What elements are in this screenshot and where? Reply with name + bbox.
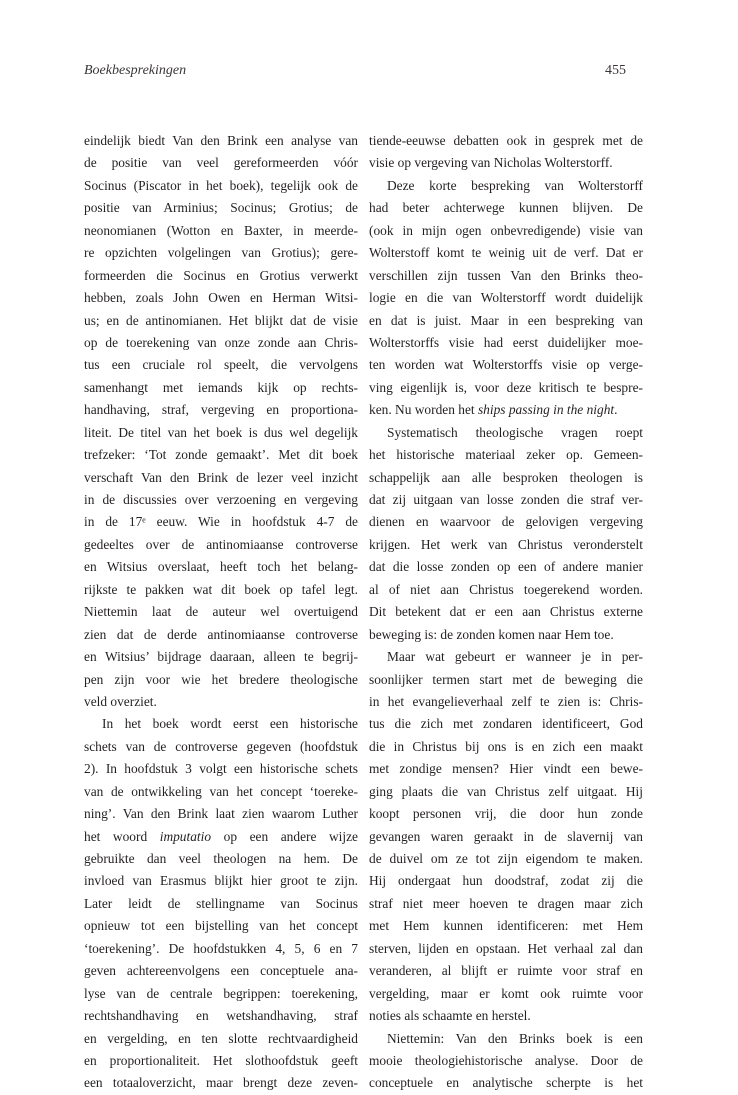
text-line: gebruikte dan veel theologen na hem. De [84, 851, 358, 866]
text-line: verschillen zijn tussen Van den Brinks theo- [369, 267, 643, 283]
text-line: tus die zich met zondaren identificeert, God [369, 716, 643, 732]
text-line: krijgen. Het werk van Christus veronderstelt [369, 536, 643, 552]
text-line: schets van de controverse gegeven (hoofdstuk [84, 738, 358, 754]
text-line: die in Christus bij ons is en zich een maakt [369, 738, 643, 754]
text-line: hebben, zoals John Owen en Herman Witsi- [84, 290, 358, 306]
text-line: een totaaloverzicht, maar brengt deze zeven- [84, 1075, 358, 1091]
text-line: conceptuele en analytische scherpte is het [369, 1075, 643, 1091]
text-line: dat die losse zonden op een of andere manier [369, 559, 643, 575]
text-line: Niettemin laat de auteur wel overtuigend [84, 604, 358, 620]
text-line: (ook in mijn ogen onbevredigende) visie van [369, 222, 643, 238]
text-line: rechtshandhaving en wetshandhaving, straf [84, 1008, 358, 1024]
text-line: Deze korte bespreking van Wolterstorff [387, 177, 643, 193]
text-line: ten worden wat Wolterstorffs visie op verge- [369, 357, 643, 373]
text-line: met Hem kunnen identificeren: met Hem [369, 918, 643, 934]
text-line: het historische materiaal zeker op. Gemeen- [369, 447, 643, 463]
text-line: ving eigenlijk is, voor deze kritisch te bespre- [369, 379, 643, 395]
text-line: formeerden die Socinus en Grotius verwerkt [84, 267, 358, 283]
text-line: al of niet aan Christus toegerekend worden. [369, 581, 643, 597]
text-line: Dit betekent dat er een aan Christus externe [369, 604, 643, 620]
text-line: Wolterstoff komt te weinig uit de verf. Dat er [369, 245, 643, 261]
text-line: positie van Arminius; Socinus; Grotius; de [84, 200, 358, 216]
text-line: us; en de antinomianen. Het blijkt dat de visie [84, 312, 358, 328]
page-number: 455 [605, 63, 626, 78]
text-line: logie en die van Wolterstorff wordt duidelijk [369, 290, 643, 306]
text-line: de duivel om ze tot zijn eigendom te maken. [369, 851, 643, 866]
text-line: neonomianen (Wotton en Baxter, in meerde- [84, 222, 358, 238]
text-line: het woord imputatio op een andere wijze [84, 828, 358, 844]
text-line: eindelijk biedt Van den Brink een analyse van [84, 133, 358, 148]
text-line: in de 17ᵉ eeuw. Wie in hoofdstuk 4-7 de [84, 514, 358, 530]
text-line: 2). In hoofdstuk 3 volgt een historische schets [84, 761, 358, 777]
text-line: en Witsius overslaat, heeft toch het belang- [84, 559, 358, 575]
text-line: ken. Nu worden het ships passing in the night. [369, 402, 618, 418]
text-line: Later leidt de stellingname van Socinus [84, 895, 358, 911]
text-line: mooie theologiehistorische analyse. Door de [369, 1052, 643, 1068]
text-line: veld overziet. [84, 693, 157, 709]
text-line: invloed van Erasmus blijkt hier groot te zijn. [84, 873, 358, 889]
text-line: sterven, lijden en opstaan. Het verhaal zal dan [369, 940, 643, 956]
text-line: geven achtereenvolgens een conceptuele ana- [84, 963, 358, 979]
text-line: van de ontwikkeling van het concept ‘toereke- [84, 783, 358, 799]
text-line: trefzeker: ‘Tot zonde gemaakt’. Met dit boek [84, 447, 358, 463]
text-line: samenhangt met iemands kijk op rechts- [84, 379, 358, 395]
text-line: soonlijker termen start met de beweging die [369, 671, 643, 687]
text-line: in het evangelieverhaal zelf te zien is: Chris- [369, 693, 643, 709]
italic-term: imputatio [159, 828, 212, 844]
text-line: op de toerekening van onze zonde aan Chris- [84, 334, 358, 350]
text-line: liteit. De titel van het boek is dus wel degelijk [84, 424, 358, 440]
text-line: noties als schaamte en herstel. [369, 1008, 531, 1024]
text-line: en Witsius’ bijdrage daaraan, alleen te begrij- [84, 649, 358, 665]
text-column-left [84, 130, 358, 1095]
text-line: tus een cruciale rol speelt, die vervolgens [84, 357, 358, 373]
text-line: beweging is: de zonden komen naar Hem toe. [369, 626, 614, 642]
text-line: had beter achterwege kunnen blijven. De [369, 200, 643, 216]
text-line: met zondige mensen? Hier vindt een bewe- [369, 761, 643, 777]
text-line: gevangen waren geraakt in de slavernij van [369, 828, 643, 844]
text-line: zien dat de derde antinomiaanse controverse [84, 626, 358, 642]
italic-term: ships passing in the night [477, 402, 615, 418]
text-line: en vergelding, en ten slotte rechtvaardigheid [84, 1030, 358, 1046]
text-line: ging plaats die van Christus zelf uitgaat. Hij [369, 783, 643, 799]
text-line: rijkste te pakken wat dit boek op tafel legt. [84, 581, 358, 597]
text-line: dat zij uitgaan van losse zonden die straf ver- [369, 492, 643, 507]
text-line: veranderen, al blijft er ruimte voor straf en [369, 963, 643, 979]
text-line: gedeeltes over de antinomiaanse controverse [84, 536, 358, 552]
text-line: opnieuw tot een bijstelling van het concept [84, 918, 358, 934]
text-line: en proportionaliteit. Het slothoofdstuk geeft [84, 1052, 358, 1068]
text-line: Wolterstorffs visie had eerst duidelijker moe- [369, 334, 643, 350]
text-line: handhaving, straf, vergeving en proportiona- [84, 402, 358, 418]
text-line: en dat is juist. Maar in een bespreking van [369, 312, 643, 328]
text-line: ning’. Van den Brink laat zien waarom Luther [84, 806, 358, 822]
text-line: in de discussies over verzoening en vergeving [84, 492, 358, 507]
text-line: de positie van veel gereformeerden vóór [84, 155, 358, 171]
text-line: verschaft Van den Brink de lezer veel inzicht [84, 469, 358, 485]
running-head: Boekbesprekingen [84, 63, 187, 78]
text-line: Maar wat gebeurt er wanneer je in per- [387, 649, 643, 665]
text-line: Hij ondergaat hun doodstraf, zodat zij die [369, 873, 643, 889]
text-line: tiende-eeuwse debatten ook in gesprek met de [369, 133, 643, 148]
text-line: straf niet meer hoeven te dragen maar zich [369, 895, 643, 911]
text-line: vergelding, maar er komt ook ruimte voor [369, 985, 643, 1001]
text-line: Socinus (Piscator in het boek), tegelijk ook de [84, 177, 358, 193]
text-line: Niettemin: Van den Brinks boek is een [387, 1030, 643, 1046]
text-line: koopt personen vrij, die door hun zonde [369, 806, 643, 822]
text-line: schappelijk aan alle besproken theologen is [369, 469, 643, 485]
text-line: pen zijn voor wie het bredere theologische [84, 671, 358, 687]
text-line: Systematisch theologische vragen roept [387, 424, 643, 440]
text-line: visie op vergeving van Nicholas Wolterstorff. [369, 155, 613, 171]
text-line: ‘toerekening’. De hoofdstukken 4, 5, 6 en 7 [84, 940, 358, 956]
text-line: In het boek wordt eerst een historische [102, 716, 358, 732]
text-line: lyse van de centrale begrippen: toerekening, [84, 985, 358, 1001]
text-line: re opzichten volgelingen van Grotius); gere- [84, 245, 358, 261]
text-line: dienen en waarvoor de gelovigen vergeving [369, 514, 643, 530]
text-column-right [369, 130, 643, 1095]
